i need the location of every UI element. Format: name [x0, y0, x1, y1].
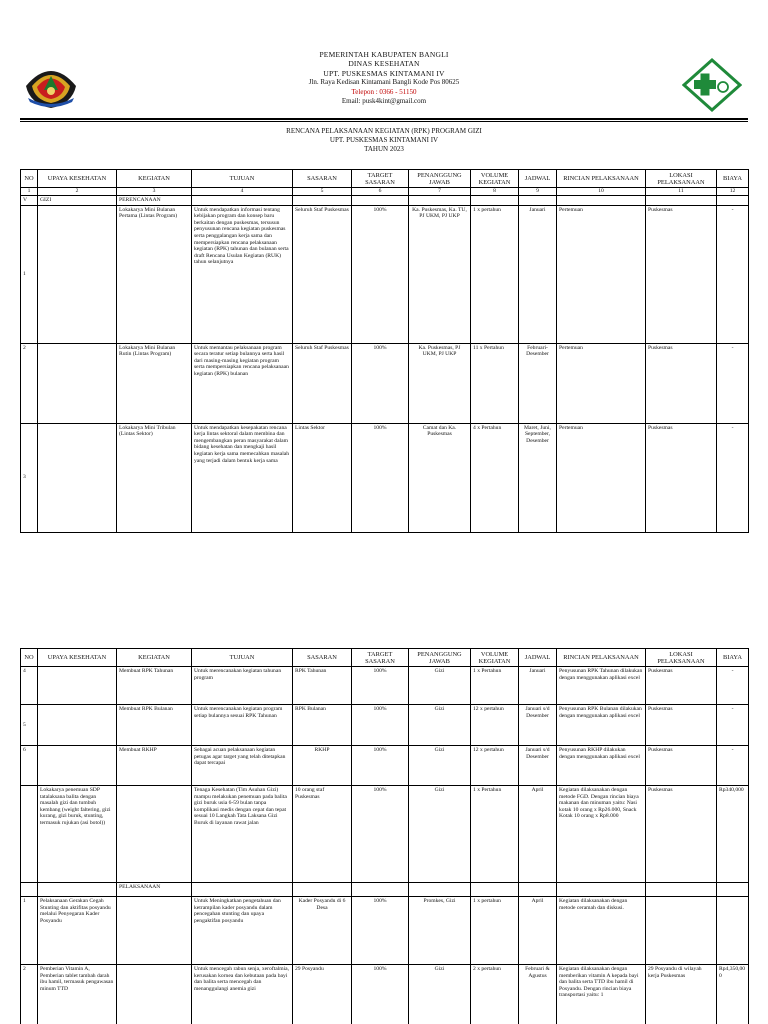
col-number: 3: [117, 188, 192, 196]
cell-sasaran: Kader Posyandu di 6 Desa: [293, 897, 352, 965]
cell-rincian: Kegiatan dilaksanakan dengan metode FGD. Dengan rincian biaya makanan dan minuman yaitu: Nasi kotak 10 orang x Rp26.000, Snack Kotak 10 orang x Rp8.000: [557, 786, 646, 883]
cell-volume: 1 x Pertahun: [471, 786, 519, 883]
cell-pj: Gizi: [409, 786, 471, 883]
cell-tujuan: Tenaga Kesehatan (Tim Asuhan Gizi) mampu melakukan penemuan pada balita gizi buruk usia 6-59 bulan tanpa komplikasi medis dengan cepat dan tepat sesuai 10 Langkah Tata Laksana Gizi Buruk di layanan rawat jalan: [192, 786, 293, 883]
cell-volume: 12 x pertahun: [471, 705, 519, 746]
table-row: [21, 205, 749, 343]
col-number: 9: [519, 188, 557, 196]
letterhead-divider: [20, 118, 748, 120]
cell-kegiatan: Lokakarya Mini Tribulan (Lintas Sektor): [117, 423, 192, 532]
cell-lokasi: Puskesmas: [646, 423, 717, 532]
col-number: 11: [646, 188, 717, 196]
cell-jadwal: Maret, Juni, September, Desember: [519, 423, 557, 532]
rpk-table-page-2: [20, 648, 749, 1024]
cell-biaya: -: [717, 205, 749, 343]
title-line-3: TAHUN 2023: [364, 145, 404, 154]
cell-lokasi: Puskesmas: [646, 746, 717, 786]
cell-pj: Gizi: [409, 705, 471, 746]
cell-biaya: [717, 897, 749, 965]
cell-jadwal: Januari: [519, 667, 557, 705]
cell-pj: Camat dan Ka. Puskesmas: [409, 423, 471, 532]
cell-rincian: Penyusunan RPK Tahunan dilakukan dengan menggunakan aplikasi excel: [557, 667, 646, 705]
cell-rincian: Kegiatan dilaksanakan dengan metode ceramah dan diskusi.: [557, 897, 646, 965]
col-number: 5: [293, 188, 352, 196]
subsection-planning: PERENCANAAN: [117, 196, 192, 206]
table-row: [21, 423, 749, 532]
col-header: BIAYA: [717, 170, 749, 188]
cell-jadwal: April: [519, 786, 557, 883]
letterhead: [150, 50, 618, 106]
cell-jadwal: April: [519, 897, 557, 965]
table-header-row: [21, 170, 749, 188]
cell-kegiatan: Lokakarya Mini Bulanan Rutin (Lintas Program): [117, 343, 192, 423]
cell-volume: 1 x Pertahun: [471, 667, 519, 705]
table-row: [21, 746, 749, 786]
col-header: LOKASI PELAKSANAAN: [646, 170, 717, 188]
letterhead-government: PEMERINTAH KABUPATEN BANGLI: [319, 50, 449, 59]
cell-biaya: -: [717, 343, 749, 423]
cell-pj: Ka. Puskesmas, Ka. TU, PJ UKM, PJ UKP: [409, 205, 471, 343]
letterhead-address: Jln. Raya Kedisan Kintamani Bangli Kode Pos 80625: [308, 78, 460, 87]
table-row: [21, 343, 749, 423]
cell-no: 1: [21, 205, 38, 343]
cell-tujuan: Untuk Meningkatkan pengetahuan dan ketrampilan kader posyandu dalam pencegahan stunting dan upaya pengaktifan posyandu: [192, 897, 293, 965]
letterhead-email: Email: pusk4kint@gmail.com: [341, 97, 427, 106]
health-cross-logo-icon: [682, 58, 742, 112]
cell-volume: 1 x pertahun: [471, 897, 519, 965]
title-line-1: RENCANA PELAKSANAAN KEGIATAN (RPK) PROGRAM GIZI: [286, 127, 482, 135]
col-number: 12: [717, 188, 749, 196]
col-header: VOLUME KEGIATAN: [471, 170, 519, 188]
cell-kegiatan: Lokakarya penemuan SDP tatalaksana balita dengan masalah gizi dan tumbuh kembang (weight faltering, gizi kurang, gizi buruk, stunting, termasuk rujukan (asi botol)): [38, 786, 117, 883]
cell-jadwal: Januari s/d Desember: [519, 705, 557, 746]
column-number-row: [21, 188, 749, 196]
cell-tujuan: Untuk merencanakan kegiatan program setiap bulannya sesuai RPK Tahunan: [192, 705, 293, 746]
col-header: RINCIAN PELAKSANAAN: [557, 170, 646, 188]
cell-lokasi: Puskesmas: [646, 705, 717, 746]
cell-biaya: -: [717, 667, 749, 705]
table-row: [21, 667, 749, 705]
section-row: [21, 883, 749, 897]
table-row: [21, 965, 749, 1024]
cell-biaya: -: [717, 705, 749, 746]
col-number: 4: [192, 188, 293, 196]
cell-lokasi: Puskesmas: [646, 786, 717, 883]
cell-no: 2: [21, 965, 38, 1024]
cell-no: 1: [21, 897, 38, 965]
cell-sasaran: RKHP: [293, 746, 352, 786]
cell-no: [21, 786, 38, 883]
cell-biaya: Rp340,000: [717, 786, 749, 883]
col-header: PENANGGUNG JAWAB: [409, 649, 471, 667]
cell-rincian: Penyusunan RPK Bulanan dilakukan dengan menggunakan aplikasi excel: [557, 705, 646, 746]
cell-rincian: Penyusunan RKHP dilakukan dengan menggunakan aplikasi excel: [557, 746, 646, 786]
cell-no: 2: [21, 343, 38, 423]
cell-pj: Gizi: [409, 965, 471, 1024]
col-number: 2: [38, 188, 117, 196]
cell-no: 5: [21, 705, 38, 746]
cell-volume: 12 x pertahun: [471, 746, 519, 786]
col-header: BIAYA: [717, 649, 749, 667]
cell-kegiatan: Membuat RKHP: [117, 746, 192, 786]
cell-kegiatan: Membuat RPK Bulanan: [117, 705, 192, 746]
cell-target: 100%: [352, 786, 409, 883]
cell-no: 6: [21, 746, 38, 786]
col-number: 10: [557, 188, 646, 196]
col-header: PENANGGUNG JAWAB: [409, 170, 471, 188]
cell-target: 100%: [352, 667, 409, 705]
cell-sasaran: RPK Bulanan: [293, 705, 352, 746]
col-header: TUJUAN: [192, 649, 293, 667]
cell-rincian: Kegiatan dilaksanakan dengan memberikan vitamin A kepada bayi dan balita serta TTD ibu hamil di Posyandu. Dengan rincian biaya transportasi yaitu: 1: [557, 965, 646, 1024]
cell-sasaran: 10 orang staf Puskesmas: [293, 786, 352, 883]
col-header: SASARAN: [293, 170, 352, 188]
document-page-2: [0, 645, 768, 1024]
col-header: VOLUME KEGIATAN: [471, 649, 519, 667]
cell-target: 100%: [352, 423, 409, 532]
table-row: [21, 786, 749, 883]
col-header: JADWAL: [519, 170, 557, 188]
cell-sasaran: 29 Posyandu: [293, 965, 352, 1024]
cell-pj: Gizi: [409, 746, 471, 786]
cell-lokasi: Puskesmas: [646, 205, 717, 343]
cell-kegiatan: Pelaksanaan Gerakan Cegah Stunting dan aktifitas posyandu melalui Penyegaran Kader Posyandu: [38, 897, 117, 965]
cell-biaya: -: [717, 746, 749, 786]
col-header: UPAYA KESEHATAN: [38, 649, 117, 667]
section-number: V: [21, 196, 38, 206]
col-header: TARGET SASARAN: [352, 170, 409, 188]
cell-tujuan: Untuk memantau pelaksanaan program secara teratur setiap bulannya serta hasil dari masing-masing kegiatan program serta mempersiapkan rencana pelaksanaan kegiatan (RPK) bulanan: [192, 343, 293, 423]
cell-lokasi: Puskesmas: [646, 667, 717, 705]
cell-target: 100%: [352, 965, 409, 1024]
cell-tujuan: Untuk merencanakan kegiatan tahunan program: [192, 667, 293, 705]
cell-sasaran: Lintas Sektor: [293, 423, 352, 532]
cell-pj: Ka. Puskesmas, PJ UKM, PJ UKP: [409, 343, 471, 423]
cell-target: 100%: [352, 343, 409, 423]
col-header: KEGIATAN: [117, 170, 192, 188]
col-header: RINCIAN PELAKSANAAN: [557, 649, 646, 667]
cell-lokasi: Puskesmas: [646, 343, 717, 423]
cell-no: 4: [21, 667, 38, 705]
cell-sasaran: RPK Tahunan: [293, 667, 352, 705]
cell-volume: 11 x Pertahun: [471, 343, 519, 423]
cell-target: 100%: [352, 897, 409, 965]
col-header: LOKASI PELAKSANAAN: [646, 649, 717, 667]
cell-jadwal: Februari & Agustus: [519, 965, 557, 1024]
cell-target: 100%: [352, 705, 409, 746]
rpk-table-page-1: [20, 169, 749, 533]
table-header-row: [21, 649, 749, 667]
document-title: [150, 127, 618, 155]
cell-no: 3: [21, 423, 38, 532]
cell-target: 100%: [352, 746, 409, 786]
cell-target: 100%: [352, 205, 409, 343]
bangli-regency-crest-icon: [22, 58, 80, 110]
col-header: NO: [21, 170, 38, 188]
col-header: JADWAL: [519, 649, 557, 667]
cell-volume: 1 x pertahun: [471, 205, 519, 343]
table-row: [21, 897, 749, 965]
cell-tujuan: Sebagai acuan pelaksanaan kegiatan petugas agar target yang telah ditetapkan dapat tercapai: [192, 746, 293, 786]
page-break: [0, 560, 768, 645]
cell-jadwal: Februari-Desember: [519, 343, 557, 423]
title-line-2: UPT. PUSKESMAS KINTAMANI IV: [329, 136, 439, 145]
col-number: 6: [352, 188, 409, 196]
col-header: SASARAN: [293, 649, 352, 667]
cell-pj: Gizi: [409, 667, 471, 705]
cell-tujuan: Untuk mendapatkan kesepakatan rencana kerja lintas sektoral dalam membina dan mengembangkan peran masyarakat dalam bidang kesehatan dan mengkaji hasil kegiatan kerja sama memecahkan masalah yang terjadi dalam bentuk kerja sama: [192, 423, 293, 532]
cell-rincian: Pertemuan: [557, 205, 646, 343]
cell-biaya: Rp4,350,000: [717, 965, 749, 1024]
cell-rincian: Pertemuan: [557, 423, 646, 532]
col-header: NO: [21, 649, 38, 667]
cell-kegiatan: Pemberian Vitamin A, Pemberian tablet tambah darah ibu hamil, termasuk pengawasan minum TTD: [38, 965, 117, 1024]
letterhead-agency: DINAS KESEHATAN: [348, 59, 420, 69]
col-number: 8: [471, 188, 519, 196]
cell-jadwal: Januari s/d Desember: [519, 746, 557, 786]
cell-jadwal: Januari: [519, 205, 557, 343]
cell-biaya: -: [717, 423, 749, 532]
letterhead-unit: UPT. PUSKESMAS KINTAMANI IV: [323, 68, 445, 78]
cell-rincian: Pertemuan: [557, 343, 646, 423]
col-header: UPAYA KESEHATAN: [38, 170, 117, 188]
col-header: TARGET SASARAN: [352, 649, 409, 667]
cell-pj: Promkes, Gizi: [409, 897, 471, 965]
col-header: KEGIATAN: [117, 649, 192, 667]
cell-lokasi: 29 Posyandu di wilayah kerja Puskesmas: [646, 965, 717, 1024]
cell-sasaran: Seluruh Staf Puskesmas: [293, 343, 352, 423]
cell-tujuan: Untuk mencegah rabun senja, xeroftalmia, kerusakan kornea dan kebutaan pada bayi dan balita serta mencegah dan menanggulangi anemia gizi: [192, 965, 293, 1024]
section-name: GIZI: [38, 196, 117, 206]
cell-kegiatan: Membuat RPK Tahunan: [117, 667, 192, 705]
col-header: TUJUAN: [192, 170, 293, 188]
cell-kegiatan: Lokakarya Mini Bulanan Pertama (Lintas Program): [117, 205, 192, 343]
cell-tujuan: Untuk mendapatkan informasi tentang kebijakan program dan konsep baru berkaitan dengan puskesmas, tersusun penyusunan rencana kegiatan puskesmas serta penggalangan kerja sama dan mempersiapkan rencana pelaksanaan kegiatan (RPK) tahunan dan bulanan serta draft Rencana Usulan Kegiatan (RUK) tahun selanjutnya: [192, 205, 293, 343]
table-row: [21, 705, 749, 746]
col-number: 1: [21, 188, 38, 196]
letterhead-divider-thin: [20, 121, 748, 122]
cell-lokasi: [646, 897, 717, 965]
letterhead-phone: Telepon : 0366 - 51150: [351, 87, 417, 96]
cell-sasaran: Seluruh Staf Puskesmas: [293, 205, 352, 343]
subsection-implementation: PELAKSANAAN: [117, 883, 192, 897]
cell-volume: 2 x pertahun: [471, 965, 519, 1024]
col-number: 7: [409, 188, 471, 196]
section-row: [21, 196, 749, 206]
cell-volume: 4 x Pertahun: [471, 423, 519, 532]
